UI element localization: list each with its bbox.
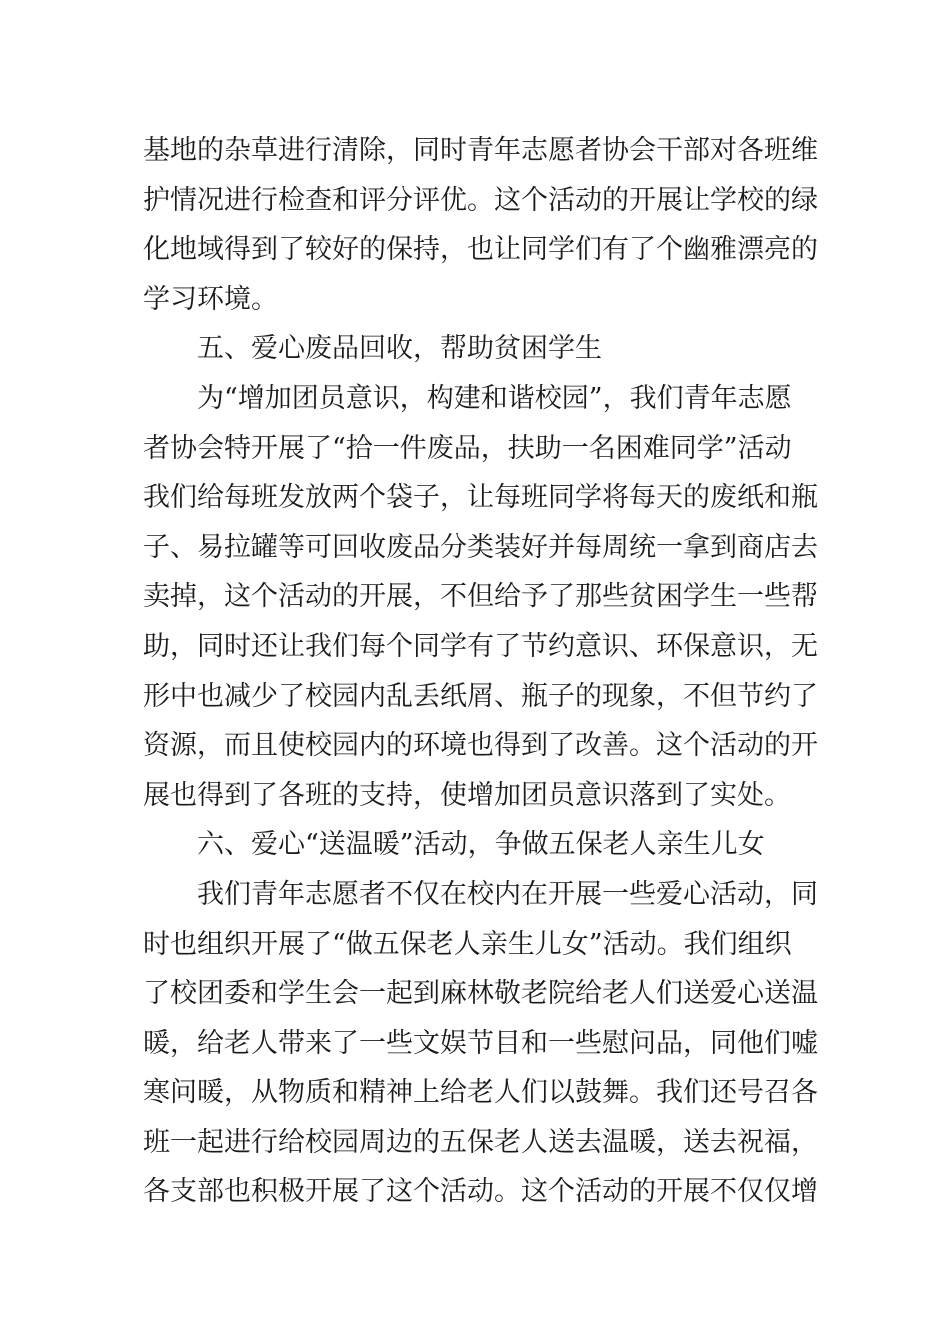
text-line: 班一起进行给校园周边的五保老人送去温暖，送去祝福， xyxy=(143,1126,818,1158)
text-line: 暖，给老人带来了一些文娱节目和一些慰问品，同他们嘘 xyxy=(143,1027,818,1059)
text-line: 化地域得到了较好的保持，也让同学们有了个幽雅漂亮的 xyxy=(143,234,818,266)
text-line: 形中也减少了校园内乱丢纸屑、瓶子的现象，不但节约了 xyxy=(143,680,818,712)
paragraph-start-line: 六、爱心“送温暖”活动，争做五保老人亲生儿女 xyxy=(197,829,765,861)
text-line: 时也组织开展了“做五保老人亲生儿女”活动。我们组织 xyxy=(143,928,792,960)
text-line: 助，同时还让我们每个同学有了节约意识、环保意识，无 xyxy=(143,630,818,662)
text-line: 了校团委和学生会一起到麻林敬老院给老人们送爱心送温 xyxy=(143,978,818,1010)
text-line: 护情况进行检查和评分评优。这个活动的开展让学校的绿 xyxy=(143,184,818,216)
text-line: 基地的杂草进行清除，同时青年志愿者协会干部对各班维 xyxy=(143,135,818,166)
text-line: 资源，而且使校园内的环境也得到了改善。这个活动的开 xyxy=(143,730,818,762)
paragraph-start-line: 我们青年志愿者不仅在校内在开展一些爱心活动，同 xyxy=(197,878,818,910)
document-body xyxy=(143,126,818,1217)
text-line: 我们给每班发放两个袋子，让每班同学将每天的废纸和瓶 xyxy=(143,482,818,514)
text-line: 寒问暖，从物质和精神上给老人们以鼓舞。我们还号召各 xyxy=(143,1077,818,1109)
paragraph-start-line: 为“增加团员意识，构建和谐校园”，我们青年志愿 xyxy=(197,382,792,414)
text-line: 子、易拉罐等可回收废品分类装好并每周统一拿到商店去 xyxy=(143,531,818,563)
paragraph-start-line: 五、爱心废品回收，帮助贫困学生 xyxy=(197,333,602,365)
text-line: 者协会特开展了“拾一件废品，扶助一名困难同学”活动 xyxy=(143,432,792,464)
text-line: 展也得到了各班的支持，使增加团员意识落到了实处。 xyxy=(143,779,791,811)
text-line: 卖掉，这个活动的开展，不但给予了那些贫困学生一些帮 xyxy=(143,581,818,613)
text-line: 各支部也积极开展了这个活动。这个活动的开展不仅仅增 xyxy=(143,1176,818,1208)
text-line: 学习环境。 xyxy=(143,283,278,315)
